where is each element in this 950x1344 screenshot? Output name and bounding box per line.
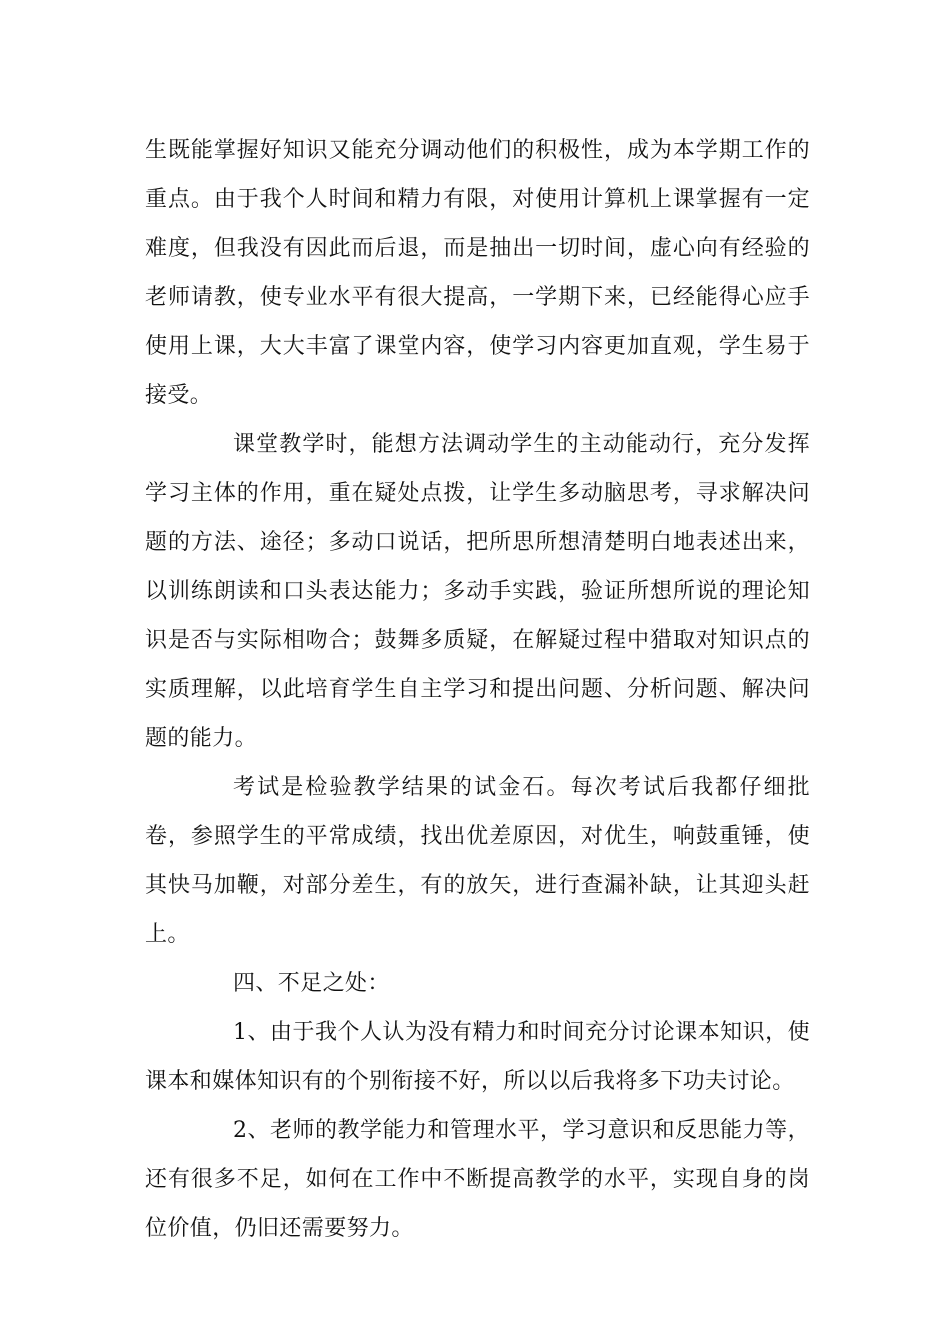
document-body bbox=[145, 126, 810, 1253]
shortcoming-item-1: 1、由于我个人认为没有精力和时间充分讨论课本知识，使课本和媒体知识有的个别衔接不好，所以以后我将多下功夫讨论。 bbox=[145, 1020, 810, 1094]
section-heading-shortcomings: 四、不足之处： bbox=[233, 971, 390, 996]
paragraph-continuation: 生既能掌握好知识又能充分调动他们的积极性，成为本学期工作的重点。由于我个人时间和精力有限，对使用计算机上课掌握有一定难度，但我没有因此而后退，而是抽出一切时间，虚心向有经验的老师请教，使专业水平有很大提高，一学期下来，已经能得心应手使用上课，大大丰富了课堂内容，使学习内容更加直观，学生易于接受。 bbox=[145, 138, 810, 408]
shortcoming-item-2: 2、老师的教学能力和管理水平，学习意识和反思能力等，还有很多不足，如何在工作中不断提高教学的水平，实现自身的岗位价值，仍旧还需要努力。 bbox=[145, 1118, 810, 1241]
paragraph-exams: 考试是检验教学结果的试金石。每次考试后我都仔细批卷，参照学生的平常成绩，找出优差原因，对优生，响鼓重锤，使其快马加鞭，对部分差生，有的放矢，进行查漏补缺，让其迎头赶上。 bbox=[145, 775, 810, 947]
paragraph-classroom-teaching: 课堂教学时，能想方法调动学生的主动能动行，充分发挥学习主体的作用，重在疑处点拨，让学生多动脑思考，寻求解决问题的方法、途径；多动口说话，把所思所想清楚明白地表述出来，以训练朗读和口头表达能力；多动手实践，验证所想所说的理论知识是否与实际相吻合；鼓舞多质疑，在解疑过程中猎取对知识点的实质理解，以此培育学生自主学习和提出问题、分析问题、解决问题的能力。 bbox=[145, 432, 810, 751]
